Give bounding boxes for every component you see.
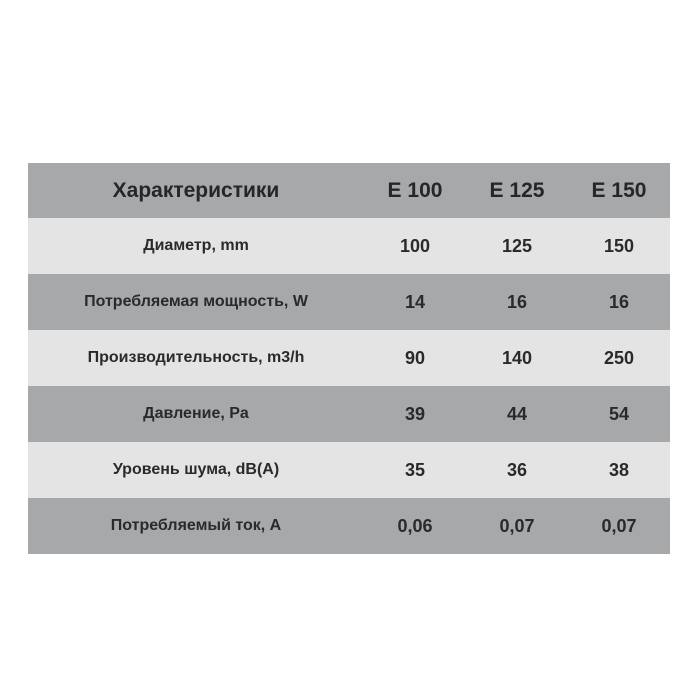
cell-e100: 14 — [404, 291, 426, 312]
header-characteristics: Характеристики — [112, 178, 280, 202]
specifications-table — [28, 163, 670, 554]
table-header-row — [28, 163, 670, 218]
cell-e100: 39 — [404, 403, 426, 424]
row-label: Давление, Pa — [143, 405, 249, 422]
cell-e125: 140 — [501, 347, 533, 368]
cell-e125: 125 — [501, 235, 533, 256]
cell-e100: 0,06 — [397, 515, 433, 536]
cell-e125: 16 — [506, 291, 528, 312]
row-label: Производительность, m3/h — [87, 349, 305, 366]
row-label: Уровень шума, dB(A) — [112, 461, 280, 478]
cell-e150: 38 — [608, 459, 630, 480]
table-row-capacity — [28, 330, 670, 386]
cell-e100: 35 — [404, 459, 426, 480]
cell-e125: 44 — [506, 403, 528, 424]
cell-e150: 250 — [603, 347, 635, 368]
cell-e150: 54 — [608, 403, 630, 424]
cell-e125: 36 — [506, 459, 528, 480]
table-row-current — [28, 498, 670, 554]
row-label: Потребляемый ток, A — [110, 517, 282, 534]
table-row-pressure — [28, 386, 670, 442]
cell-e100: 90 — [404, 347, 426, 368]
cell-e150: 150 — [603, 235, 635, 256]
cell-e150: 16 — [608, 291, 630, 312]
cell-e100: 100 — [399, 235, 431, 256]
cell-e150: 0,07 — [601, 515, 637, 536]
cell-e125: 0,07 — [499, 515, 535, 536]
header-model-e125: E 125 — [489, 178, 545, 202]
table-row-power — [28, 274, 670, 330]
table-row-diameter — [28, 218, 670, 274]
header-model-e100: E 100 — [387, 178, 443, 202]
row-label: Диаметр, mm — [143, 237, 249, 254]
row-label: Потребляемая мощность, W — [84, 293, 308, 310]
table-row-noise — [28, 442, 670, 498]
header-model-e150: E 150 — [591, 178, 647, 202]
